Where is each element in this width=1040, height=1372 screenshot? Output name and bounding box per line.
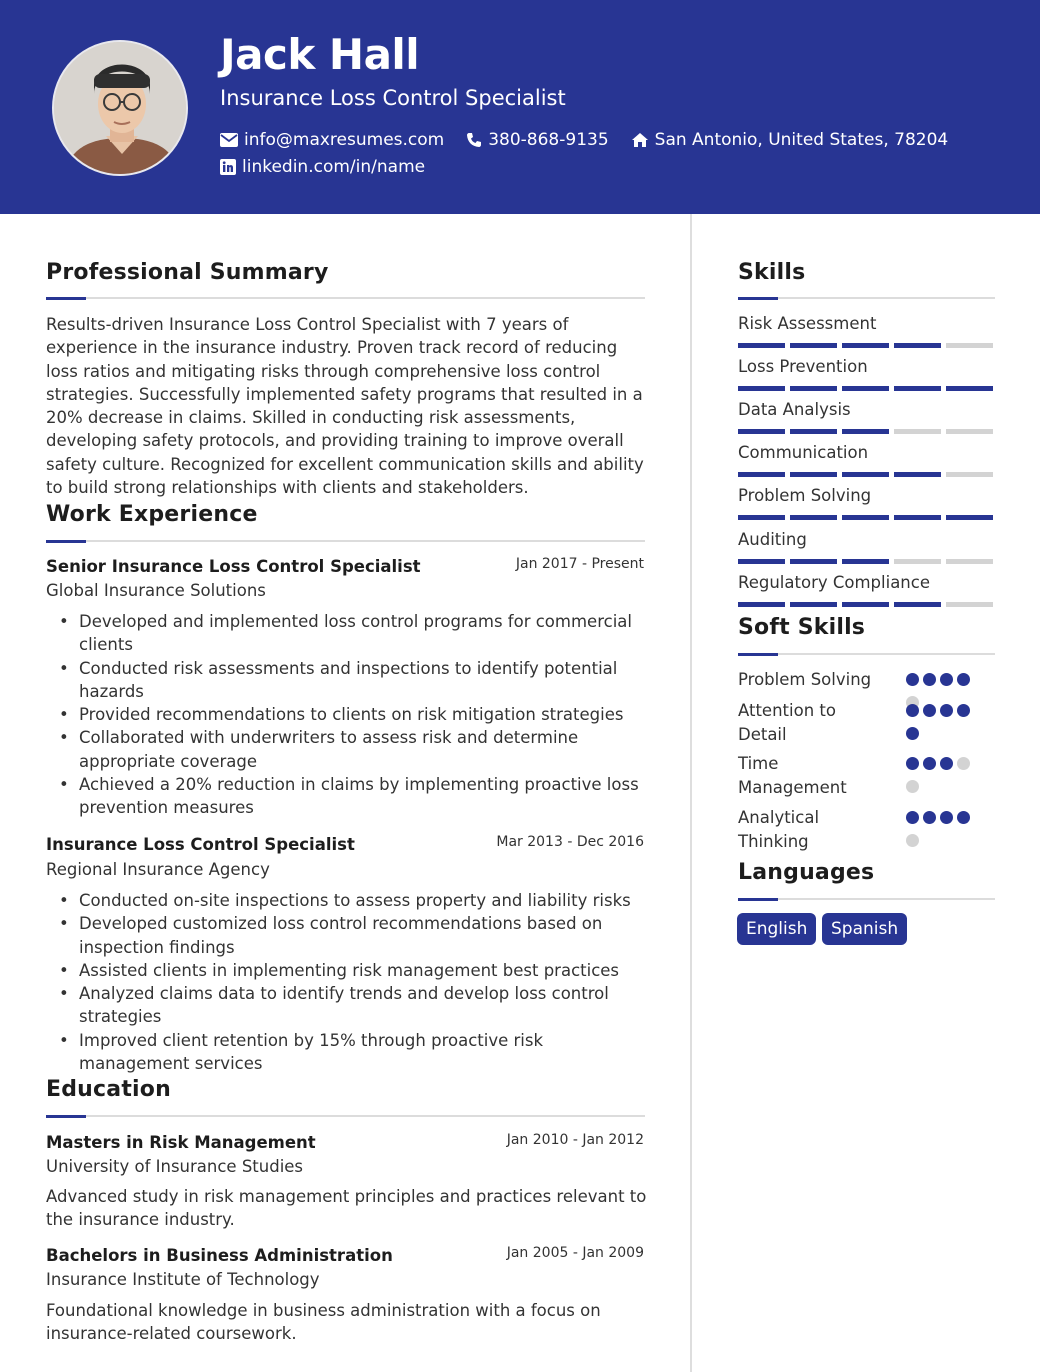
skill-level-segment [894, 472, 941, 477]
skill-level-segment [790, 429, 837, 434]
rating-dot [906, 780, 919, 793]
skill-level-segment [946, 429, 993, 434]
skill-level-segment [842, 386, 889, 391]
skill-level-segment [842, 602, 889, 607]
list-item: • Developed customized loss control recommendations based on inspection findings [46, 912, 646, 959]
rating-dot [957, 673, 970, 686]
skill-level-segment [790, 343, 837, 348]
languages-rule [738, 898, 995, 900]
skill-name: Communication [738, 443, 869, 463]
rating-dot [940, 673, 953, 686]
skill-level-segment [894, 386, 941, 391]
rating-dot [923, 811, 936, 824]
skill-level-bar [738, 386, 993, 391]
soft-skill-rating [906, 811, 978, 847]
skill-level-segment [738, 343, 785, 348]
summary-rule [46, 297, 645, 299]
experience-heading: Work Experience [46, 502, 258, 527]
rating-dot [906, 757, 919, 770]
linkedin-contact[interactable] [220, 157, 425, 177]
rating-dot [923, 704, 936, 717]
skill-level-segment [894, 343, 941, 348]
skill-level-segment [790, 515, 837, 520]
skill-level-segment [894, 429, 941, 434]
skill-level-segment [790, 472, 837, 477]
job-company: Regional Insurance Agency [46, 860, 270, 879]
skill-level-segment [946, 515, 993, 520]
skill-level-segment [894, 602, 941, 607]
rating-dot [906, 834, 919, 847]
degree-description: Foundational knowledge in business administration with a focus on insurance-related coursework. [46, 1301, 601, 1344]
summary-heading: Professional Summary [46, 260, 329, 285]
rating-dot [940, 704, 953, 717]
skills-heading: Skills [738, 260, 806, 285]
rating-dot [906, 704, 919, 717]
list-item: • Analyzed claims data to identify trends and develop loss control strategies [46, 982, 646, 1029]
phone-icon [466, 132, 482, 148]
school-name: University of Insurance Studies [46, 1157, 304, 1176]
skill-level-segment [790, 602, 837, 607]
location-contact [631, 130, 949, 150]
language-tag: Spanish [822, 913, 907, 945]
summary-text: Results-driven Insurance Loss Control Specialist with 7 years of experience in the insurance industry. Proven track record of reducing loss ratios and mitigating risks through comprehensive loss control strategies. Successfully implemented safety programs that resulted in a 20% decrease in claims. Skilled in conducting risk assessments, developing safety protocols, and providing training to improve overall safety culture. Recognized for excellent communication skills and ability to build strong relationships with clients and stakeholders. [46, 315, 644, 498]
degree-title: Bachelors in Business Administration [46, 1246, 393, 1265]
skill-name: Regulatory Compliance [738, 572, 930, 592]
job-dates: Jan 2017 - Present [515, 556, 644, 572]
skill-level-segment [790, 559, 837, 564]
list-item: • Improved client retention by 15% through proactive risk management services [46, 1029, 646, 1076]
skill-level-bar [738, 602, 993, 607]
rating-dot [923, 673, 936, 686]
email-contact[interactable] [220, 130, 444, 150]
rating-dot [940, 757, 953, 770]
degree-dates: Jan 2005 - Jan 2009 [506, 1245, 644, 1261]
skill-level-segment [790, 386, 837, 391]
candidate-name: Jack Hall [220, 30, 420, 79]
rating-dot [906, 673, 919, 686]
rating-dot [957, 704, 970, 717]
header [0, 0, 1040, 214]
contact-row-2 [220, 157, 447, 177]
skill-level-bar [738, 559, 993, 564]
skill-name: Auditing [738, 529, 807, 549]
skills-rule [738, 297, 995, 299]
linkedin-text: linkedin.com/in/name [242, 157, 426, 177]
skill-level-bar [738, 429, 993, 434]
skill-level-segment [894, 515, 941, 520]
skill-level-segment [946, 559, 993, 564]
skill-level-segment [842, 472, 889, 477]
location-text: San Antonio, United States, 78204 [654, 130, 949, 150]
list-item: • Conducted risk assessments and inspections to identify potential hazards [46, 657, 646, 704]
experience-rule [46, 540, 645, 542]
skill-level-segment [946, 343, 993, 348]
skill-level-segment [842, 343, 889, 348]
phone-contact[interactable] [466, 130, 608, 150]
column-divider [690, 214, 692, 1372]
envelope-icon [220, 133, 238, 147]
phone-text: 380-868-9135 [488, 130, 609, 150]
soft-skill-name: Problem Solving [738, 670, 872, 689]
list-item: • Achieved a 20% reduction in claims by implementing proactive loss prevention measures [46, 773, 646, 820]
rating-dot [906, 811, 919, 824]
skill-level-segment [738, 602, 785, 607]
soft-skill-rating [906, 704, 978, 740]
rating-dot [923, 757, 936, 770]
soft-skills-rule [738, 653, 995, 655]
candidate-title: Insurance Loss Control Specialist [220, 86, 566, 110]
skill-level-segment [842, 515, 889, 520]
school-name: Insurance Institute of Technology [46, 1270, 320, 1289]
soft-skills-heading: Soft Skills [738, 615, 866, 640]
skill-level-segment [946, 386, 993, 391]
contact-row [220, 130, 970, 150]
soft-skill-name: Time Management [738, 754, 847, 797]
skill-level-segment [738, 472, 785, 477]
skill-name: Risk Assessment [738, 314, 877, 333]
job-bullets [46, 610, 646, 820]
degree-title: Masters in Risk Management [46, 1133, 316, 1152]
degree-description: Advanced study in risk management principles and practices relevant to the insurance industry. [46, 1187, 647, 1230]
soft-skill-name: Attention to Detail [738, 701, 836, 744]
rating-dot [906, 727, 919, 740]
skill-level-segment [738, 429, 785, 434]
profile-photo [54, 42, 188, 176]
skill-level-segment [894, 559, 941, 564]
list-item: • Assisted clients in implementing risk management best practices [46, 959, 646, 982]
job-title: Insurance Loss Control Specialist [46, 835, 355, 854]
skill-name: Data Analysis [738, 400, 851, 420]
list-item: • Provided recommendations to clients on risk mitigation strategies [46, 703, 646, 726]
soft-skill-rating [906, 757, 978, 793]
soft-skill-name: Analytical Thinking [738, 808, 820, 851]
rating-dot [957, 811, 970, 824]
linkedin-icon [220, 159, 236, 175]
job-company: Global Insurance Solutions [46, 581, 266, 600]
list-item: • Developed and implemented loss control programs for commercial clients [46, 610, 646, 657]
list-item: • Collaborated with underwriters to assess risk and determine appropriate coverage [46, 726, 646, 773]
avatar [52, 40, 188, 176]
skill-level-bar [738, 515, 993, 520]
skill-level-segment [738, 515, 785, 520]
job-bullets [46, 889, 646, 1075]
job-title: Senior Insurance Loss Control Specialist [46, 557, 421, 576]
rating-dot [940, 811, 953, 824]
skill-level-segment [946, 602, 993, 607]
job-dates: Mar 2013 - Dec 2016 [496, 834, 644, 850]
languages-heading: Languages [738, 860, 875, 885]
home-icon [631, 132, 649, 148]
list-item: • Conducted on-site inspections to assess property and liability risks [46, 889, 646, 912]
education-rule [46, 1115, 645, 1117]
skill-level-segment [738, 386, 785, 391]
rating-dot [957, 757, 970, 770]
skill-level-segment [946, 472, 993, 477]
skill-level-bar [738, 472, 993, 477]
skill-level-segment [842, 559, 889, 564]
education-heading: Education [46, 1077, 171, 1102]
language-tag: English [737, 913, 816, 945]
email-text: info@maxresumes.com [244, 130, 445, 150]
skill-name: Problem Solving [738, 486, 872, 506]
degree-dates: Jan 2010 - Jan 2012 [506, 1132, 644, 1148]
skill-name: Loss Prevention [738, 357, 868, 377]
skill-level-segment [738, 559, 785, 564]
skill-level-segment [842, 429, 889, 434]
skill-level-bar [738, 343, 993, 348]
